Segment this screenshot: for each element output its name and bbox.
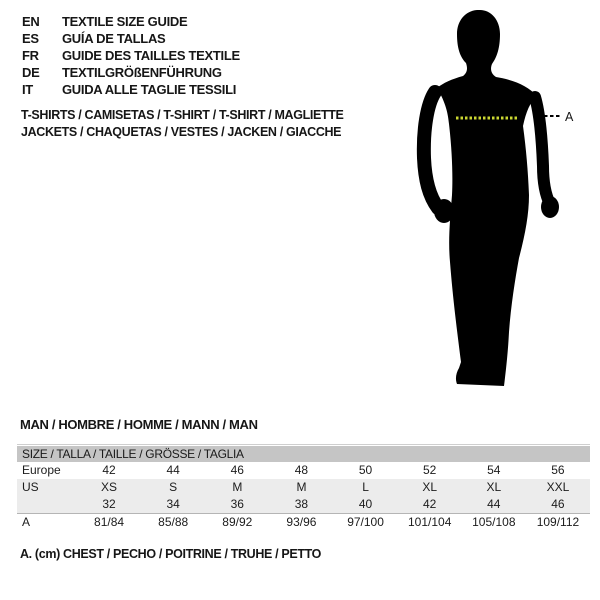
man-left-arm (424, 92, 438, 208)
size-cell: 42 (423, 497, 437, 511)
man-silhouette (390, 0, 600, 410)
language-code: DE (22, 65, 40, 80)
size-cell: 36 (230, 497, 244, 511)
man-right-arm (535, 97, 550, 204)
size-cell: 85/88 (158, 515, 189, 529)
size-table (17, 444, 590, 531)
measure-label: A (565, 110, 574, 124)
language-row-es (22, 30, 240, 47)
language-row-fr (22, 47, 240, 64)
size-cell: 32 (102, 497, 116, 511)
size-cell: 46 (230, 463, 244, 477)
size-cell: 93/96 (286, 515, 317, 529)
language-row-en (22, 13, 240, 30)
measurement-footnote: A. (cm) CHEST / PECHO / POITRINE / TRUHE / PETTO (20, 547, 322, 561)
row-label: US (22, 480, 39, 494)
size-cell: S (169, 480, 178, 494)
table-row-us (17, 479, 590, 496)
size-cell: 44 (487, 497, 501, 511)
size-cell: XL (486, 480, 502, 494)
row-label: A (22, 515, 31, 529)
category-line-tshirts: T-SHIRTS / CAMISETAS / T-SHIRT / T-SHIRT / MAGLIETTE (21, 108, 344, 122)
row-label: Europe (22, 463, 61, 477)
language-code: FR (22, 48, 39, 63)
man-body-shape (437, 10, 537, 386)
language-code: IT (22, 82, 33, 97)
size-cell: 40 (358, 497, 373, 511)
size-cell: 109/112 (536, 515, 580, 529)
size-cell: XS (101, 480, 118, 494)
language-code: ES (22, 31, 39, 46)
size-cell: 105/108 (472, 515, 516, 529)
size-cell: 97/100 (347, 515, 384, 529)
man-left-hand (434, 199, 454, 223)
size-cell: 56 (551, 463, 565, 477)
size-cell: 46 (551, 497, 565, 511)
man-right-hand (541, 196, 559, 218)
size-cell: XL (422, 480, 438, 494)
language-title: GUÍA DE TALLAS (62, 31, 166, 46)
language-title: GUIDA ALLE TAGLIE TESSILI (62, 82, 237, 97)
size-cell: 54 (487, 463, 501, 477)
size-cell: 42 (102, 463, 116, 477)
category-line-jackets: JACKETS / CHAQUETAS / VESTES / JACKEN / GIACCHE (21, 124, 342, 139)
size-cell: 50 (358, 463, 373, 477)
size-cell: 44 (166, 463, 180, 477)
category-list (21, 107, 344, 140)
row-label (17, 496, 77, 513)
size-cell: 48 (294, 463, 309, 477)
size-cell: 52 (423, 463, 437, 477)
size-cell: M (232, 480, 243, 494)
size-cell: L (362, 480, 369, 494)
size-cell: 81/84 (94, 515, 125, 529)
table-header: SIZE / TALLA / TAILLE / GRÖSSE / TAGLIA (17, 446, 590, 462)
size-cell: 38 (294, 497, 309, 511)
language-row-it (22, 81, 240, 98)
size-cell: 101/104 (407, 515, 452, 529)
language-title: TEXTILE SIZE GUIDE (62, 14, 188, 29)
size-cell: 34 (166, 497, 180, 511)
size-cell: M (296, 480, 307, 494)
table-row-chest-cm (17, 514, 590, 531)
language-title: GUIDE DES TAILLES TEXTILE (62, 48, 240, 63)
language-list (22, 13, 240, 98)
size-cell: XXL (546, 480, 570, 494)
language-code: EN (22, 14, 40, 29)
table-row-europe (17, 462, 590, 479)
size-cell: 89/92 (222, 515, 253, 529)
language-title: TEXTILGRÖßENFÜHRUNG (62, 65, 222, 80)
section-title: MAN / HOMBRE / HOMME / MANN / MAN (20, 417, 258, 432)
table-row-numeric-us (17, 496, 590, 514)
language-row-de (22, 64, 240, 81)
